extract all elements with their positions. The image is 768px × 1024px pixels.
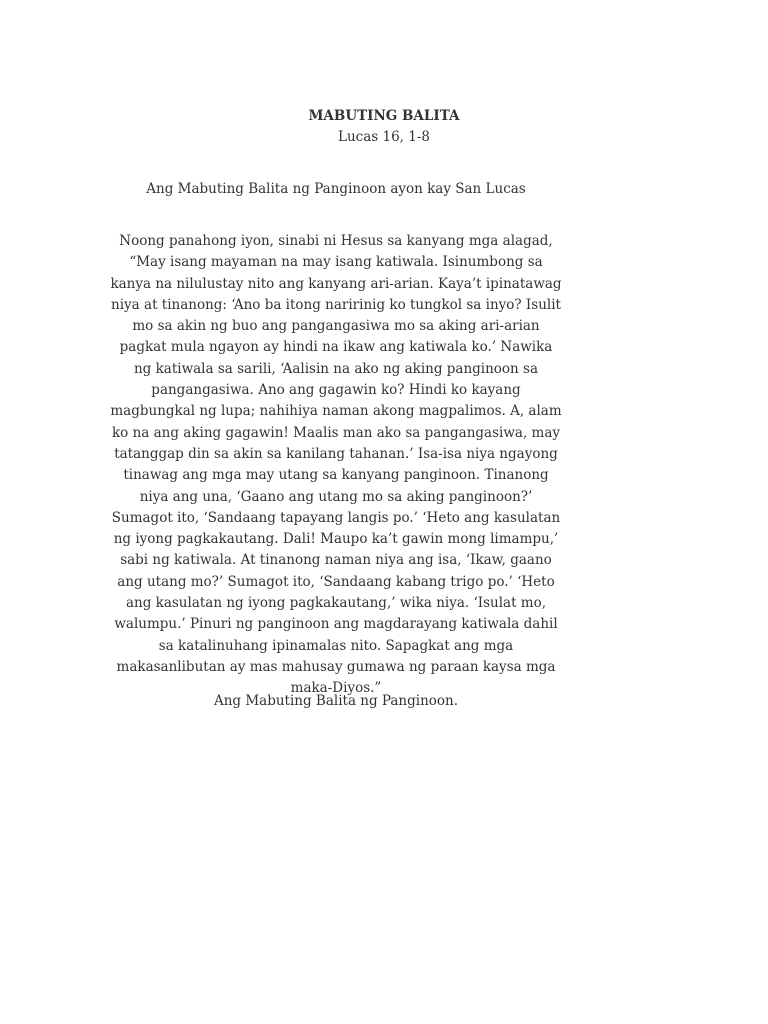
gospel-intro: Ang Mabuting Balita ng Panginoon ayon kay San Lucas (146, 181, 526, 197)
gospel-closing: Ang Mabuting Balita ng Panginoon. (213, 693, 459, 709)
document-title: MABUTING BALITA (308, 108, 460, 124)
scripture-reference: Lucas 16, 1-8 (338, 129, 430, 145)
gospel-body: Noong panahong iyon, sinabi ni Hesus sa kanyang mga alagad, “May isang mayaman na may isang katiwala. Isinumbong sa kanya na nilulustay nito ang kanyang ari-arian. Kaya’t ipinatawag niya at tinanong: ‘Ano ba itong naririnig ko tungkol sa inyo? Isulit mo sa akin ng buo ang pangangasiwa mo sa aking ari-arian pagkat mula ngayon ay hindi na ikaw ang katiwala ko.’ Nawika ng katiwala sa sarili, ‘Aalisin na ako ng aking panginoon sa pangangasiwa. Ano ang gagawin ko? Hindi ko kayang magbungkal ng lupa; nahihiya naman akong magpalimos. A, alam ko na ang aking gagawin! Maalis man ako sa pangangasiwa, may tatanggap din sa akin sa kanilang tahanan.’ Isa-isa niya ngayong tinawag ang mga may utang sa kanyang panginoon. Tinanong niya ang una, ‘Gaano ang utang mo sa aking panginoon?’ Sumagot ito, ‘Sandaang tapayang langis po.’ ‘Heto ang kasulatan ng iyong pagkakautang. Dali! Maupo ka’t gawin mong limampu,’ sabi ng katiwala. At tinanong naman niya ang isa, ‘Ikaw, gaano ang utang mo?’ Sumagot ito, ‘Sandaang kabang trigo po.’ ‘Heto ang kasulatan ng iyong pagkakautang,’ wika niya. ‘Isulat mo, walumpu.’ Pinuri ng panginoon ang magdarayang katiwala dahil sa katalinuhang ipinamalas nito. Sapagkat ang mga makasanlibutan ay mas mahusay gumawa ng paraan kaysa mga maka-Diyos.” (110, 233, 562, 697)
